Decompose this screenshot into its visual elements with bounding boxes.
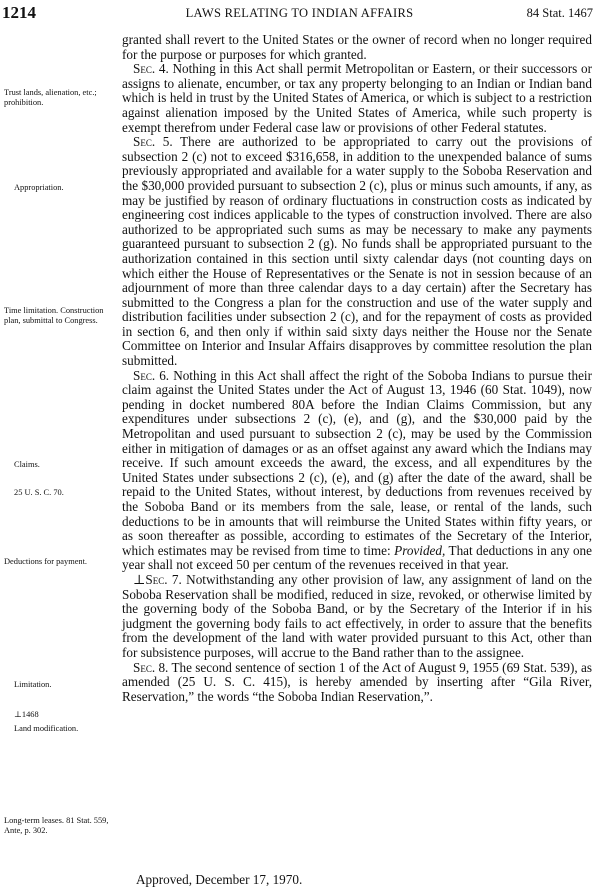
margin-note-time-limitation: Time limitation. Construction plan, submittal to Congress.: [4, 306, 104, 325]
section-4-text: Nothing in this Act shall permit Metropolitan or Eastern, or their successors or assigns to alienate, encumber, or tax any property belonging to an Indian or Indian band which is held in trust by the United States of America, or which is subject to a restriction against alienation imposed by the United States of America, while such property is exempt therefrom under Federal case law or provisions of other Federal statutes.: [122, 61, 592, 135]
statute-reference: 84 Stat. 1467: [526, 6, 593, 20]
margin-note-land-modification: Land modification.: [14, 724, 79, 733]
section-5: [122, 135, 592, 369]
section-6-label: Sec. 6.: [133, 367, 170, 383]
margin-note-limitation: Limitation.: [14, 680, 52, 689]
margin-note-usc-reference: 25 U. S. C. 70.: [14, 488, 64, 497]
running-title: LAWS RELATING TO INDIAN AFFAIRS: [185, 6, 414, 20]
section-4-label: Sec. 4.: [133, 61, 169, 77]
page-number: 1214: [2, 3, 36, 22]
continuation-paragraph: [122, 33, 592, 62]
section-8: [122, 661, 592, 705]
section-7: [122, 573, 592, 661]
section-6: [122, 369, 592, 573]
continuation-text: granted shall revert to the United States or the owner of record when no longer required for the purpose or purposes for which granted.: [122, 32, 592, 62]
margin-note-appropriation: Appropriation.: [14, 183, 64, 192]
section-6-text-b: That deductions in any one year shall not exceed 50 per centum of the revenues received in that year.: [122, 542, 593, 573]
section-4: [122, 62, 592, 135]
section-8-label: Sec. 8.: [133, 659, 169, 675]
section-5-label: Sec. 5.: [133, 134, 173, 150]
section-7-label: Sec. 7.: [145, 571, 182, 587]
section-6-text-a: Nothing in this Act shall affect the right of the Soboba Indians to pursue their claim against the United States under the Act of August 13, 1946 (60 Stat. 1049), now pending in docket numbered 80A before the Indian Claims Commission, but any expenditures under subsections 2 (c), (e), and (g), and the $30,000 paid by the Metropolitan and used pursuant to subsection 2 (c), may be used by the Commission either in mitigation of damages or as an offset against any award which the Indians may receive. If such amount exceeds the award, the excess, and all expenditures by the United States under subsections 2 (c), (e), and (g) after the date of the award, shall be repaid to the United States, without interest, by deductions from revenues received by the Soboba Band or its members from the sale, lease, or rental of the lands, such deductions to be in amounts that will reimburse the United States within fifty years, or as soon thereafter as possible, according to estimates of the Secretary of the Interior, which estimates may be revised from time to time:: [122, 367, 592, 558]
running-header: [0, 3, 599, 27]
statute-body: [122, 33, 592, 704]
section-5-text: There are authorized to be appropriated to carry out the provisions of subsection 2 (c) not to exceed $316,658, in addition to the unexpended balance of sums previously appropriated and available for a water supply to the Soboba Reservation and the $30,000 provided pursuant to subsection 2 (c), plus or minus such amounts, if any, as may be justified by reason of ordinary fluctuations in construction costs as indicated by engineering cost indices applicable to the types of construction involved. There are also authorized to be appropriated such sums as may be necessary to make any payments guaranteed pursuant to subsection 2 (g). No funds shall be appropriated pursuant to the authorization contained in this section until sixty calendar days (not counting days on which either the House of Representatives or the Senate is not in session because of an adjournment of more than three calendar days to a day certain) after the Secretary has submitted to the Congress a plan for the construction and use of the water supply and distribution facilities under subsection 2 (c), and for the repayment of costs as provided in section 6, and then only if within said sixty days neither the House nor the Senate Committee on Interior and Insular Affairs disapproves by committee resolution the plan submitted.: [122, 134, 592, 369]
approval-date: Approved, December 17, 1970.: [136, 872, 303, 887]
margin-note-claims: Claims.: [14, 460, 40, 469]
margin-note-long-term-leases: Long-term leases. 81 Stat. 559, Ante, p. 302.: [4, 816, 109, 835]
margin-note-trust-lands: Trust lands, alienation, etc.; prohibition.: [4, 88, 97, 107]
margin-note-page-marker: ⊥1468: [14, 710, 39, 719]
section-8-text: The second sentence of section 1 of the Act of August 9, 1955 (69 Stat. 539), as amended (25 U. S. C. 415), is hereby amended by inserting after “Gila River, Reservation,” the words “the Soboba Indian Reservation,”.: [122, 659, 592, 704]
section-7-page-marker: ⊥: [133, 571, 146, 587]
margin-note-deductions: Deductions for payment.: [4, 557, 88, 566]
section-7-text: Notwithstanding any other provision of law, any assignment of land on the Soboba Reservation shall be modified, reduced in size, revoked, or otherwise limited by the governing body of the Soboba Band, or by the Secretary of the Interior if in his judgment the governing body fails to act effectively, in order to assure that the benefits from the development of the land with water provided pursuant to this Act, other than for subsistence purposes, will accrue to the Band rather than to the assignee.: [122, 571, 592, 660]
section-6-provided: Provided,: [394, 542, 446, 558]
